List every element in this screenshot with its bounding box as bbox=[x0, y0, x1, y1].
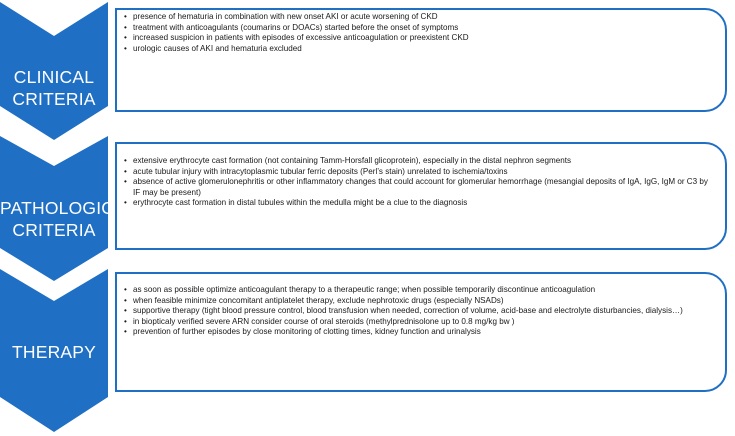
label-line: CRITERIA bbox=[12, 89, 96, 109]
list-item: • when feasible minimize concomitant antiplatelet therapy, exclude nephrotoxic drugs (especially NSADs) bbox=[124, 296, 717, 307]
section-label-clinical-criteria bbox=[0, 66, 108, 110]
list-item: • extensive erythrocyte cast formation (not containing Tamm-Horsfall glicoprotein), especially in the distal nephron segments bbox=[124, 156, 717, 167]
panel-clinical-criteria bbox=[115, 8, 727, 112]
list-item: • increased suspicion in patients with episodes of excessive anticoagulation or preexistent CKD bbox=[124, 33, 725, 44]
chevron-clinical-criteria bbox=[0, 2, 108, 140]
list-item: • absence of active glomerulonephritis or other inflammatory changes that could account for glomerular hemorrhage (mesangial deposits of IgA, IgG, IgM or C3 by IF may be present) bbox=[124, 177, 717, 198]
chevron-pathologic-criteria bbox=[0, 136, 115, 281]
panel-pathologic-criteria bbox=[115, 142, 727, 250]
list-item: • urologic causes of AKI and hematuria excluded bbox=[124, 44, 725, 55]
list-item: • erythrocyte cast formation in distal tubules within the medulla might be a clue to the diagnosis bbox=[124, 198, 717, 209]
section-label-pathologic-criteria bbox=[0, 197, 115, 241]
section-label-therapy bbox=[0, 341, 108, 363]
chevron-therapy bbox=[0, 269, 108, 432]
list-item: • prevention of further episodes by close monitoring of clotting times, kidney function and urinalysis bbox=[124, 327, 717, 338]
label-line: THERAPY bbox=[11, 342, 97, 362]
list-item: • in biopticaly verified severe ARN consider course of oral steroids (methylprednisolone up to 0.8 mg/kg bw ) bbox=[124, 317, 717, 328]
list-item: • acute tubular injury with intracytoplasmic tubular ferric deposits (Perl’s stain) unrelated to ischemia/toxins bbox=[124, 167, 717, 178]
panel-therapy bbox=[115, 272, 727, 392]
label-line: CLINICAL bbox=[13, 67, 95, 87]
list-item: • treatment with anticoagulants (coumarins or DOACs) started before the onset of symptoms bbox=[124, 23, 725, 34]
label-line: CRITERIA bbox=[12, 220, 96, 240]
criteria-list bbox=[117, 144, 725, 209]
criteria-list bbox=[117, 10, 725, 54]
therapy-list bbox=[117, 274, 725, 338]
label-line: PATHOLOGIC bbox=[0, 198, 115, 218]
list-item: • presence of hematuria in combination with new onset AKI or acute worsening of CKD bbox=[124, 12, 725, 23]
list-item: • supportive therapy (tight blood pressure control, blood transfusion when needed, correction of volume, acid-base and electrolyte disturbancies, dialysis…) bbox=[124, 306, 717, 317]
list-item: • as soon as possible optimize anticoagulant therapy to a therapeutic range; when possible temporarily discontinue anticoagulation bbox=[124, 285, 717, 296]
